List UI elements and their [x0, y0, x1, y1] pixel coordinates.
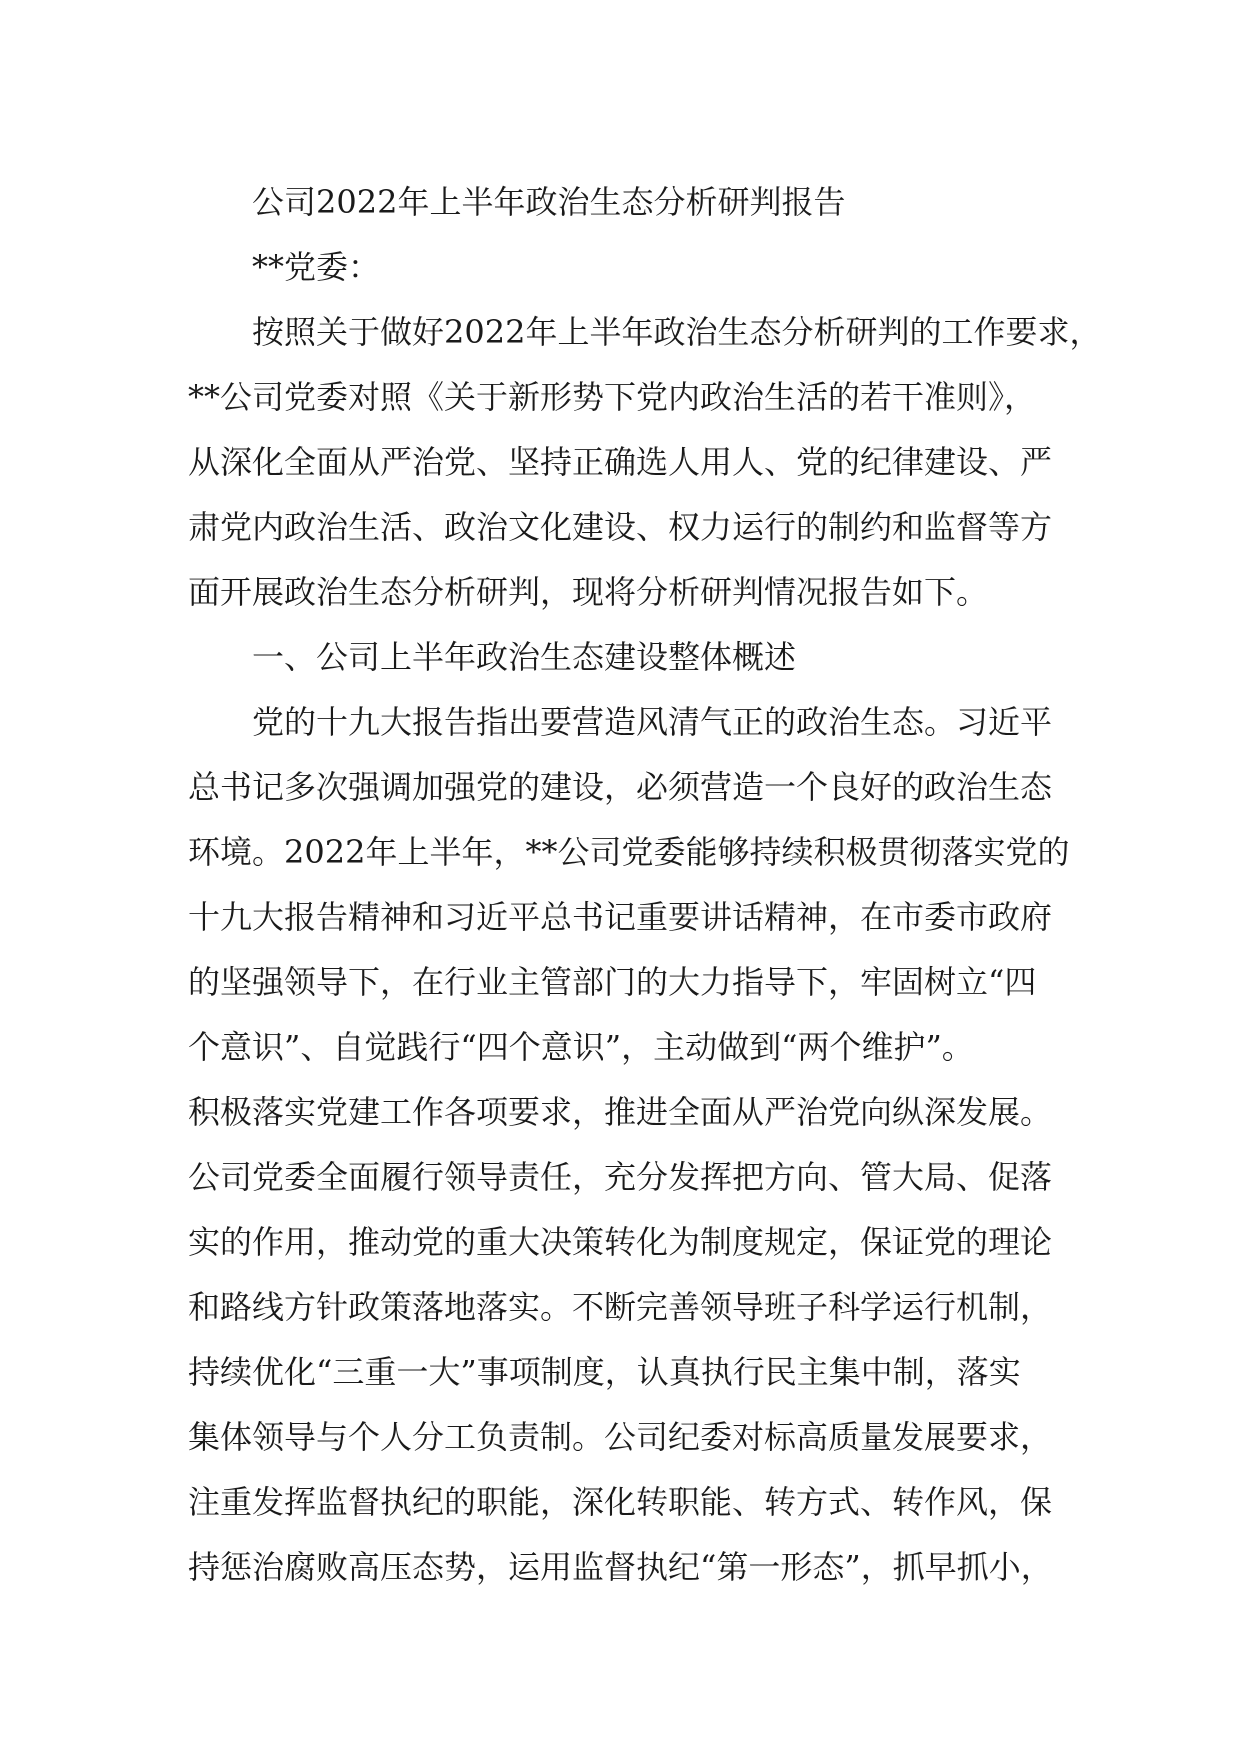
- document-body: [188, 170, 1102, 1600]
- section-line: 的坚强领导下，在行业主管部门的大力指导下，牢固树立“四: [188, 963, 1037, 1001]
- intro-line: **公司党委对照《关于新形势下党内政治生活的若干准则》，: [188, 378, 1037, 416]
- section-line: 个意识”、自觉践行“四个意识”，主动做到“两个维护”。: [188, 1028, 974, 1066]
- section-line: 持续优化“三重一大”事项制度，认真执行民主集中制，落实: [188, 1353, 1021, 1391]
- section-line: 公司党委全面履行领导责任，充分发挥把方向、管大局、促落: [188, 1158, 1053, 1196]
- section-line: 持惩治腐败高压态势，运用监督执纪“第一形态”，抓早抓小，: [188, 1548, 1053, 1586]
- section-line: 总书记多次强调加强党的建设，必须营造一个良好的政治生态: [188, 768, 1053, 806]
- intro-line: 按照关于做好2022年上半年政治生态分析研判的工作要求，: [252, 313, 1102, 351]
- section-heading: 一、公司上半年政治生态建设整体概述: [252, 638, 797, 676]
- section-line: 十九大报告精神和习近平总书记重要讲话精神，在市委市政府: [188, 898, 1053, 936]
- section-line: 注重发挥监督执纪的职能，深化转职能、转方式、转作风，保: [188, 1483, 1053, 1521]
- section-line: 和路线方针政策落地落实。不断完善领导班子科学运行机制，: [188, 1288, 1053, 1326]
- section-line: 党的十九大报告指出要营造风清气正的政治生态。习近平: [252, 703, 1053, 741]
- intro-line: 面开展政治生态分析研判，现将分析研判情况报告如下。: [188, 573, 989, 611]
- document-title: 公司2022年上半年政治生态分析研判报告: [252, 183, 846, 221]
- intro-line: 肃党内政治生活、政治文化建设、权力运行的制约和监督等方: [188, 508, 1053, 546]
- section-line: 实的作用，推动党的重大决策转化为制度规定，保证党的理论: [188, 1223, 1053, 1261]
- section-line: 环境。2022年上半年，**公司党委能够持续积极贯彻落实党的: [188, 833, 1070, 871]
- intro-line: 从深化全面从严治党、坚持正确选人用人、党的纪律建设、严: [188, 443, 1053, 481]
- section-line: 集体领导与个人分工负责制。公司纪委对标高质量发展要求，: [188, 1418, 1053, 1456]
- section-line: 积极落实党建工作各项要求，推进全面从严治党向纵深发展。: [188, 1093, 1053, 1131]
- salutation: **党委：: [252, 248, 381, 286]
